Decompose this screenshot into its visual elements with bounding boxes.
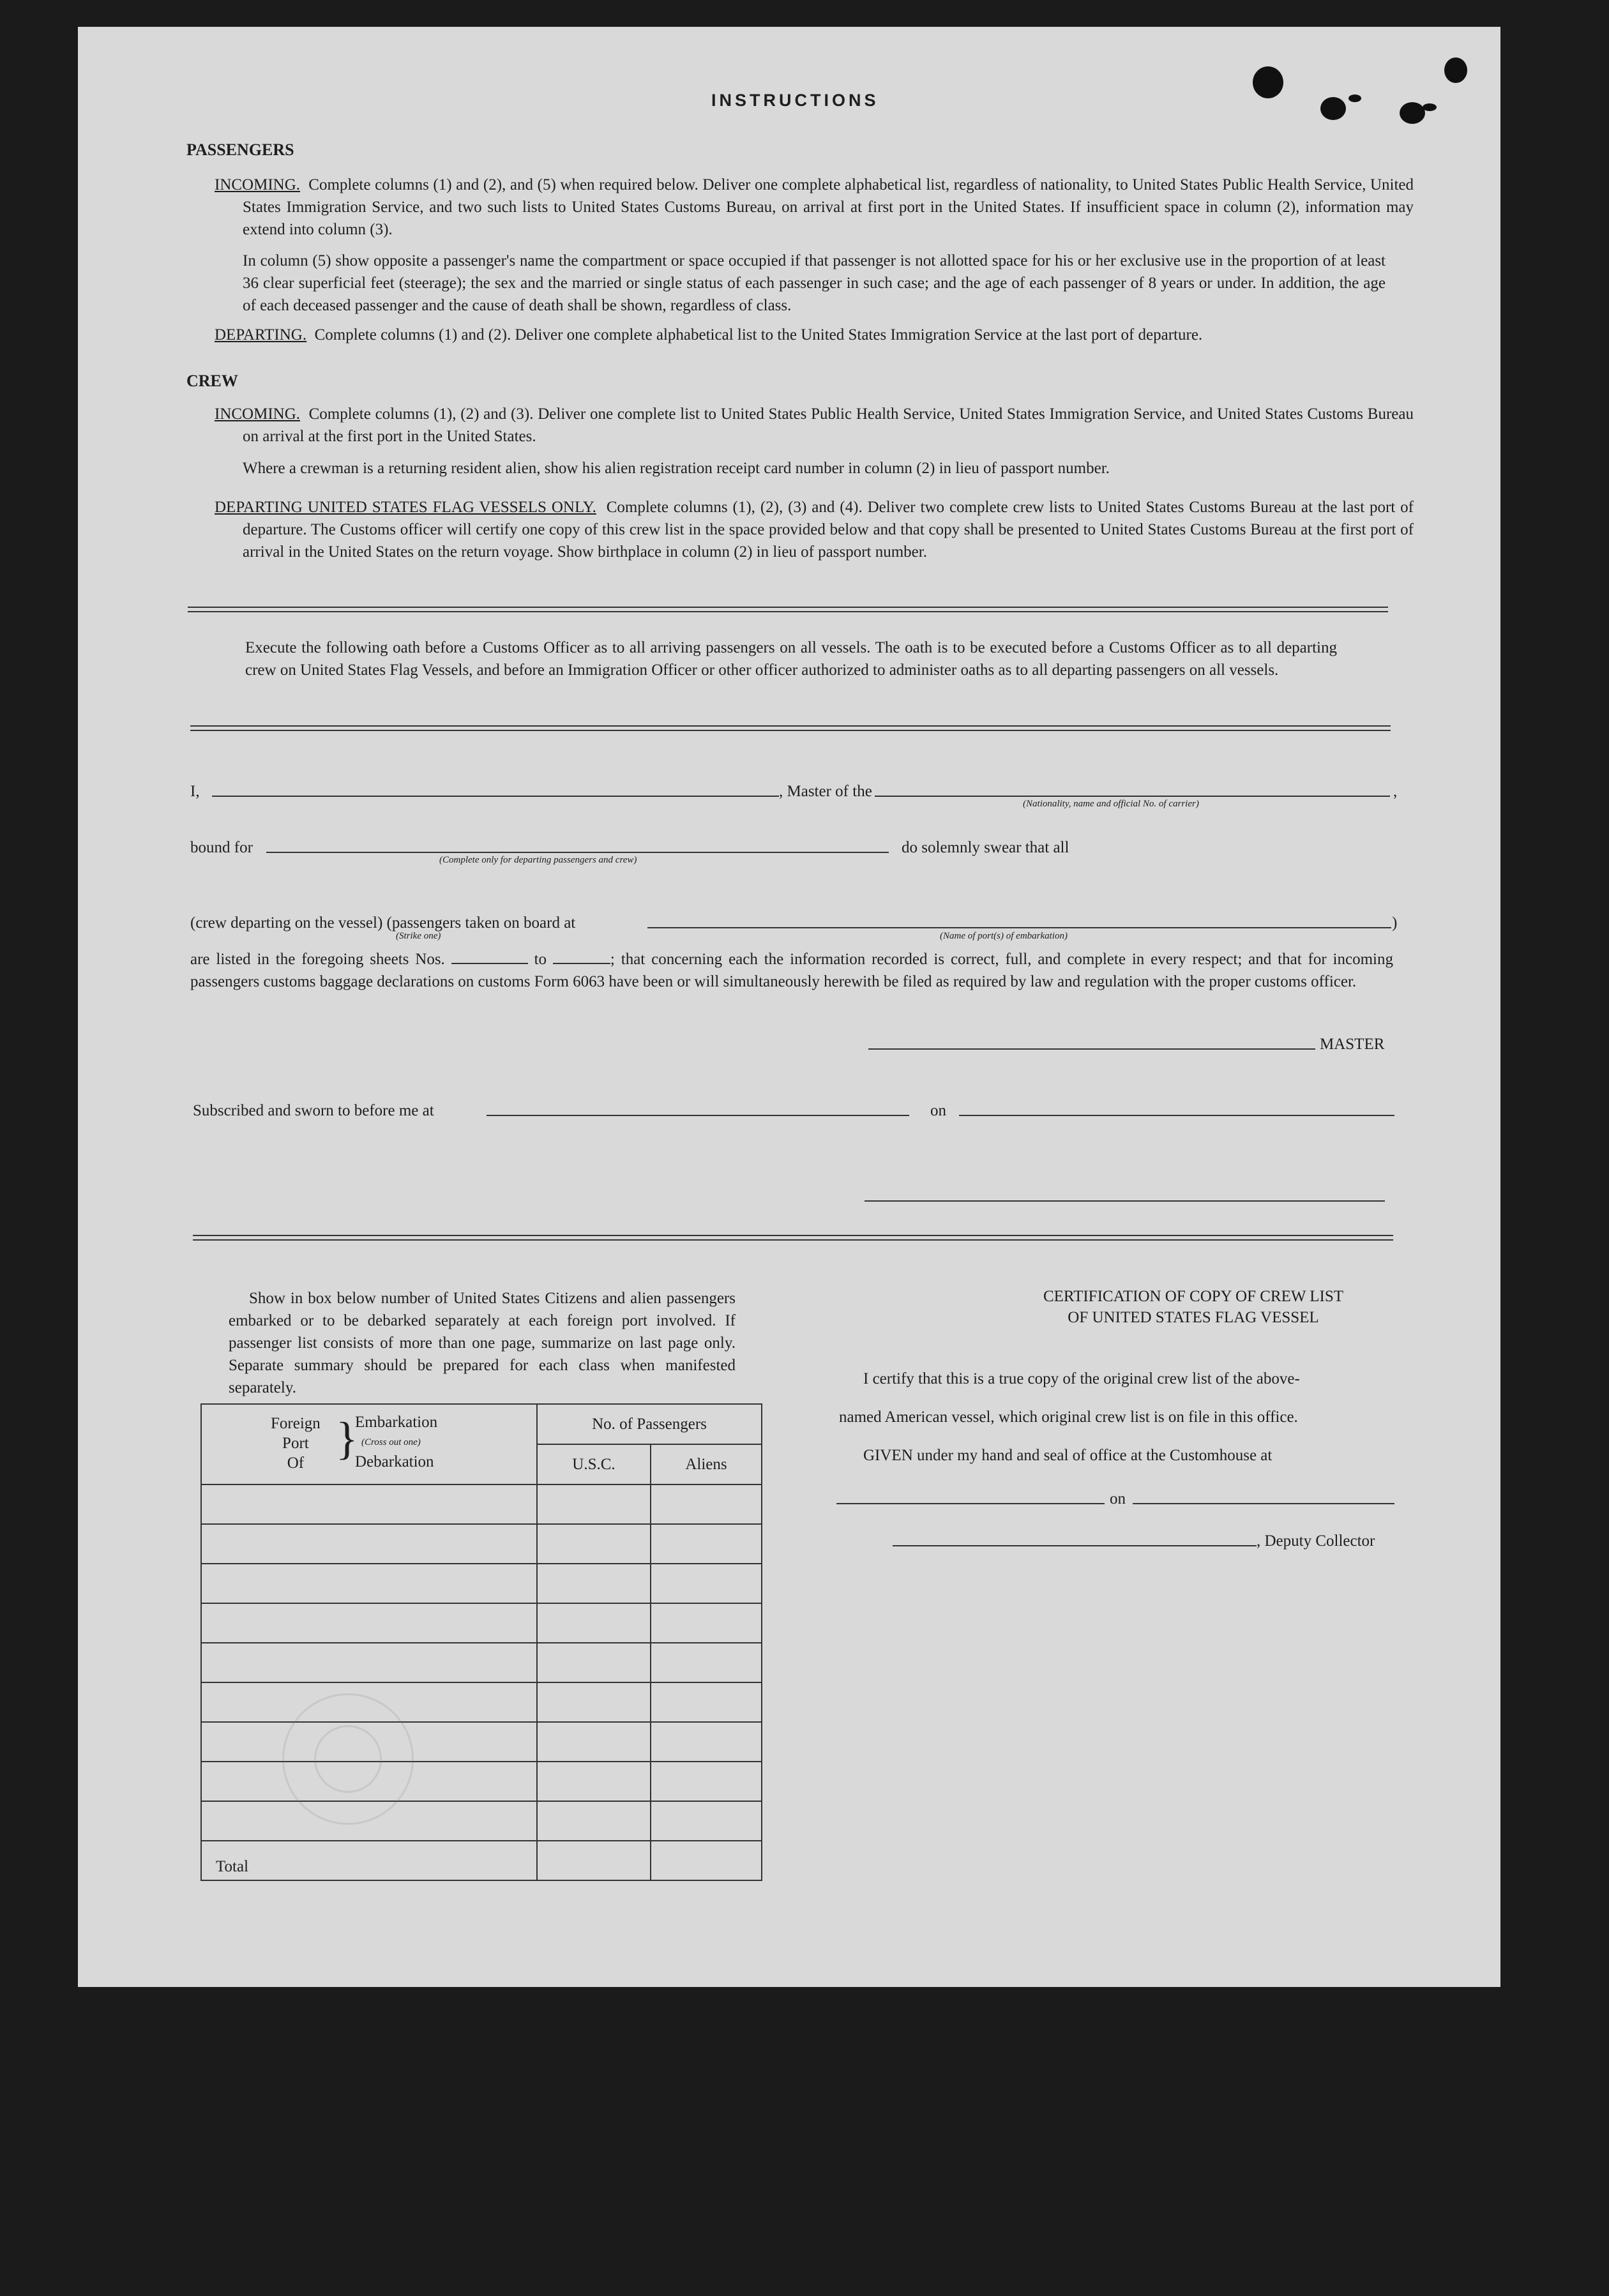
table-row bbox=[201, 1643, 762, 1682]
ink-blot bbox=[1444, 57, 1467, 83]
oath-listed-prefix: are listed in the foregoing sheets Nos. bbox=[190, 951, 445, 968]
aliens-cell[interactable] bbox=[651, 1722, 762, 1762]
master-signature-field[interactable] bbox=[868, 1048, 1315, 1050]
port-cell[interactable] bbox=[201, 1484, 537, 1524]
subscribed-label: Subscribed and sworn to before me at bbox=[193, 1102, 434, 1119]
sheet-to-field[interactable] bbox=[553, 950, 610, 964]
passengers-departing-text: Complete columns (1) and (2). Deliver one complete alphabetical list to the United States Immigration Service at the last port of departure. bbox=[314, 326, 1203, 344]
master-label: MASTER bbox=[1320, 1036, 1385, 1053]
certification-title bbox=[896, 1286, 1490, 1328]
aliens-cell[interactable] bbox=[651, 1524, 762, 1564]
passengers-incoming-label: INCOMING. bbox=[215, 176, 301, 193]
officer-signature-field[interactable] bbox=[865, 1200, 1385, 1202]
document-page bbox=[78, 27, 1500, 1987]
cross-out-caption: (Cross out one) bbox=[361, 1437, 421, 1447]
table-row bbox=[201, 1603, 762, 1643]
crew-incoming-text: Complete columns (1), (2) and (3). Deliver one complete list to United States Public Health Service, United States Immigration Service, and United States Customs Bureau on arrival at the first port in the United States. bbox=[243, 405, 1414, 445]
table-row bbox=[201, 1524, 762, 1564]
summary-instruction-paragraph: Show in box below number of United States Citizens and alien passengers embarked or to be debarked separately at each foreign port involved. If passenger list consists of more than one page, summarize on last page only. Separate summary should be prepared for each class when manifested separately. bbox=[229, 1290, 736, 1396]
port-label: Port bbox=[282, 1435, 309, 1452]
oath-to-label: to bbox=[534, 951, 547, 968]
oath-listed-rest: ; that concerning each the information recorded is correct, full, and complete in every respect; and that for incoming passengers customs baggage declarations on customs Form 6063 have been or will simultaneously herewith be filed as required by law and regulation with the proper customs officer. bbox=[190, 951, 1393, 990]
of-label: Of bbox=[287, 1454, 305, 1472]
usc-header: U.S.C. bbox=[537, 1444, 651, 1484]
table-row bbox=[201, 1682, 762, 1722]
usc-cell[interactable] bbox=[537, 1603, 651, 1643]
certification-title-line2: OF UNITED STATES FLAG VESSEL bbox=[1068, 1309, 1319, 1326]
oath-listed-paragraph bbox=[190, 948, 1393, 993]
port-cell[interactable] bbox=[201, 1524, 537, 1564]
no-passengers-header: No. of Passengers bbox=[537, 1404, 762, 1444]
total-label: Total bbox=[201, 1841, 537, 1880]
crew-departing-label: DEPARTING UNITED STATES FLAG VESSELS ONLY. bbox=[215, 499, 596, 516]
oath-swear-label: do solemnly swear that all bbox=[902, 839, 1069, 856]
carrier-field[interactable] bbox=[892, 796, 1390, 797]
usc-cell[interactable] bbox=[537, 1722, 651, 1762]
ink-blot bbox=[1423, 103, 1437, 111]
passengers-heading: PASSENGERS bbox=[186, 140, 294, 159]
departing-only-caption: (Complete only for departing passengers and crew) bbox=[439, 855, 637, 865]
aliens-cell[interactable] bbox=[651, 1603, 762, 1643]
usc-cell[interactable] bbox=[537, 1524, 651, 1564]
crew-heading: CREW bbox=[186, 372, 238, 390]
usc-cell[interactable] bbox=[537, 1643, 651, 1682]
passengers-incoming-paragraph bbox=[215, 174, 1414, 241]
brace-icon: } bbox=[336, 1413, 358, 1464]
certification-title-line1: CERTIFICATION OF COPY OF CREW LIST bbox=[1043, 1288, 1344, 1305]
usc-cell[interactable] bbox=[537, 1801, 651, 1841]
passenger-summary-table bbox=[200, 1403, 762, 1881]
crew-departing-text: Complete columns (1), (2), (3) and (4). Deliver two complete crew lists to United States Customs Bureau at the last port of departure. The Customs officer will certify one copy of this crew list in the space provided below and that copy shall be presented to United States Customs Bureau at the first port of arrival in the United States on the return voyage. Show birthplace in column (2) in lieu of passport number. bbox=[243, 499, 1414, 561]
section-divider bbox=[190, 725, 1391, 731]
aliens-header: Aliens bbox=[651, 1444, 762, 1484]
deputy-signature-field[interactable] bbox=[893, 1545, 1257, 1546]
ink-blot bbox=[1348, 94, 1361, 102]
aliens-cell[interactable] bbox=[651, 1682, 762, 1722]
oath-close-paren: ) bbox=[1392, 914, 1398, 932]
oath-comma: , bbox=[1393, 783, 1398, 800]
crew-resident-paragraph: Where a crewman is a returning resident alien, show his alien registration receipt card number in column (2) in lieu of passport number. bbox=[243, 460, 1110, 477]
usc-cell[interactable] bbox=[537, 1762, 651, 1801]
ink-blot bbox=[1400, 102, 1425, 124]
certify-line2: named American vessel, which original crew list is on file in this office. bbox=[839, 1409, 1298, 1426]
oath-master-of-label: , Master of the bbox=[779, 780, 875, 803]
given-line: GIVEN under my hand and seal of office at the Customhouse at bbox=[863, 1447, 1273, 1464]
table-row bbox=[201, 1484, 762, 1524]
oath-bound-for-label: bound for bbox=[190, 839, 253, 856]
aliens-cell[interactable] bbox=[651, 1762, 762, 1801]
sworn-place-field[interactable] bbox=[487, 1115, 909, 1116]
carrier-caption: (Nationality, name and official No. of carrier) bbox=[1023, 799, 1199, 809]
debarkation-label: Debarkation bbox=[355, 1453, 434, 1470]
total-row bbox=[201, 1841, 762, 1880]
customhouse-field[interactable] bbox=[836, 1503, 1105, 1504]
ink-blot bbox=[1320, 97, 1346, 120]
aliens-cell[interactable] bbox=[651, 1484, 762, 1524]
cert-on-label: on bbox=[1110, 1490, 1126, 1507]
deputy-collector-label: , Deputy Collector bbox=[1257, 1532, 1375, 1550]
crew-incoming-label: INCOMING. bbox=[215, 405, 301, 423]
aliens-total-cell[interactable] bbox=[651, 1841, 762, 1880]
usc-cell[interactable] bbox=[537, 1682, 651, 1722]
passengers-incoming-text: Complete columns (1) and (2), and (5) when required below. Deliver one complete alphabetical list, regardless of nationality, to United States Public Health Service, United States Immigration Service, and two such lists to United States Customs Bureau, on arrival at first port in the United States. If insufficient space in column (2), information may extend into column (3). bbox=[243, 176, 1414, 238]
sworn-date-field[interactable] bbox=[959, 1115, 1394, 1116]
section-divider bbox=[188, 607, 1388, 612]
sheet-from-field[interactable] bbox=[451, 950, 528, 964]
oath-i-label: I, bbox=[190, 783, 200, 800]
table-row bbox=[201, 1801, 762, 1841]
port-cell[interactable] bbox=[201, 1564, 537, 1603]
sworn-on-label: on bbox=[930, 1102, 946, 1119]
port-cell[interactable] bbox=[201, 1643, 537, 1682]
passengers-departing-label: DEPARTING. bbox=[215, 326, 307, 344]
faint-seal-stamp bbox=[314, 1725, 382, 1793]
crew-departing-paragraph bbox=[215, 496, 1414, 563]
bound-for-field[interactable] bbox=[266, 852, 889, 853]
usc-cell[interactable] bbox=[537, 1484, 651, 1524]
table-row bbox=[201, 1564, 762, 1603]
oath-instruction-paragraph: Execute the following oath before a Customs Officer as to all arriving passengers on all vessels. The oath is to be executed before a Customs Officer as to all departing crew on United States Flag Vessels, and before an Immigration Officer or other officer authorized to administer oaths as to all departing passengers on all vessels. bbox=[245, 639, 1337, 679]
passengers-departing-paragraph bbox=[215, 324, 1386, 346]
embarkation-label: Embarkation bbox=[355, 1414, 438, 1431]
embarkation-port-field[interactable] bbox=[647, 927, 1391, 928]
oath-crew-passengers-label: (crew departing on the vessel) (passengers taken on board at bbox=[190, 914, 576, 932]
aliens-cell[interactable] bbox=[651, 1801, 762, 1841]
page-title: INSTRUCTIONS bbox=[711, 91, 879, 110]
usc-cell[interactable] bbox=[537, 1564, 651, 1603]
port-cell[interactable] bbox=[201, 1603, 537, 1643]
port-caption: (Name of port(s) of embarkation) bbox=[940, 931, 1068, 941]
strike-one-caption: (Strike one) bbox=[396, 931, 441, 941]
crew-incoming-paragraph bbox=[215, 403, 1414, 448]
aliens-cell[interactable] bbox=[651, 1564, 762, 1603]
passengers-column5-paragraph: In column (5) show opposite a passenger's name the compartment or space occupied if that passenger is not allotted space for his or her exclusive use in the proportion of at least 36 clear superficial feet (steerage); the sex and the married or single status of each passenger in such case; and the age of each passenger of 8 years or under. In addition, the age of each deceased passenger and the cause of death shall be shown, regardless of class. bbox=[243, 252, 1386, 314]
usc-total-cell[interactable] bbox=[537, 1841, 651, 1880]
certify-line1: I certify that this is a true copy of the original crew list of the above- bbox=[863, 1370, 1300, 1387]
section-divider bbox=[193, 1235, 1393, 1241]
ink-blot bbox=[1253, 66, 1283, 98]
cert-date-field[interactable] bbox=[1133, 1503, 1394, 1504]
aliens-cell[interactable] bbox=[651, 1643, 762, 1682]
foreign-label: Foreign bbox=[271, 1415, 321, 1432]
